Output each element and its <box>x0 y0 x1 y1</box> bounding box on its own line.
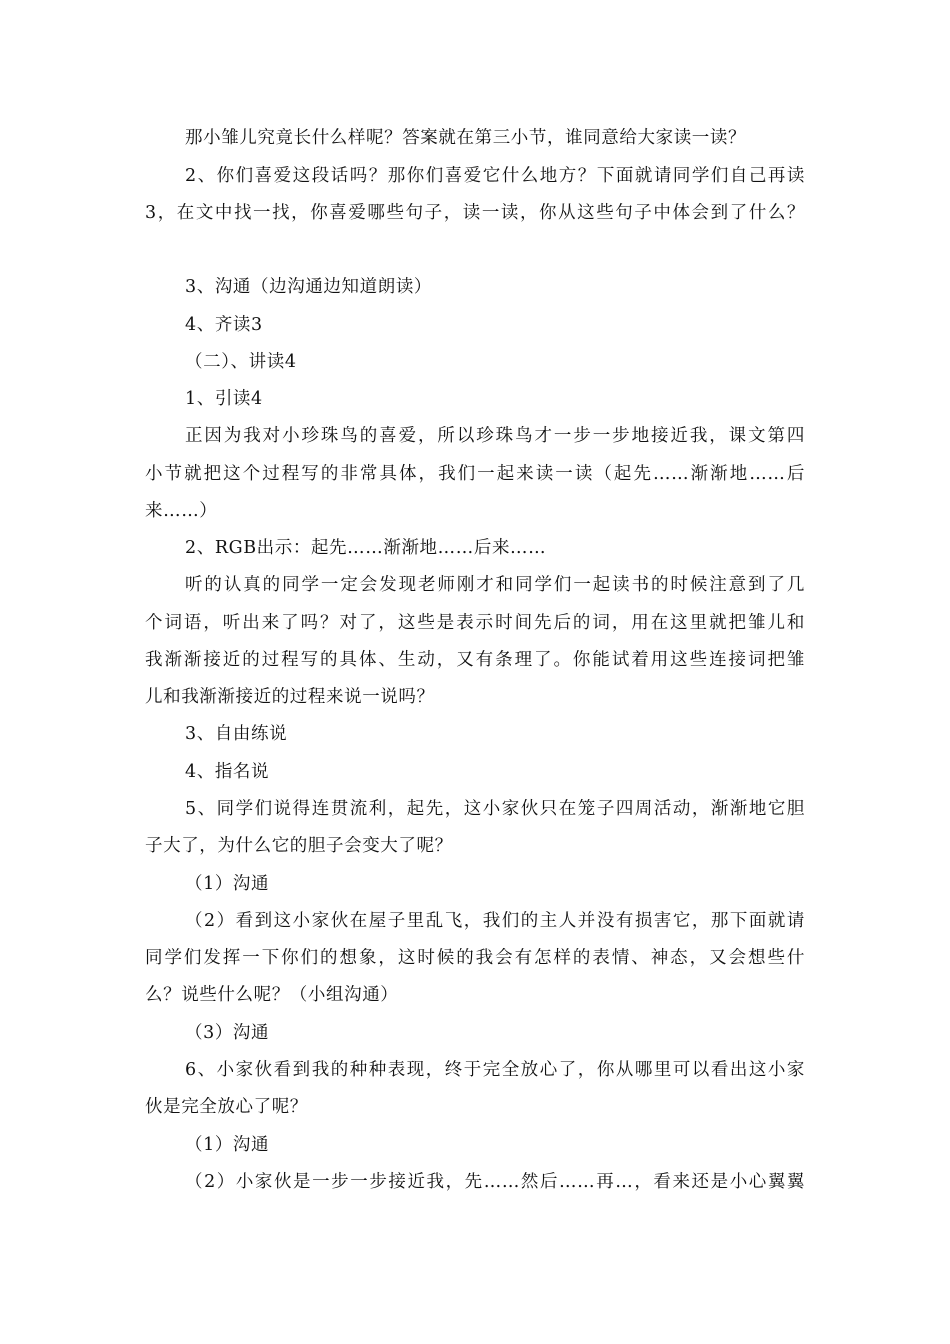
section-heading: （二）、讲读4 <box>185 352 297 372</box>
text-line: 2、RGB出示：起先……渐渐地……后来…… <box>185 538 547 558</box>
text-line: 4、齐读3 <box>185 315 263 335</box>
text-line: 么？说些什么呢？（小组沟通） <box>145 985 399 1005</box>
text-line: 听的认真的同学一定会发现老师刚才和同学们一起读书的时候注意到了几 <box>185 575 805 595</box>
text-line: 正因为我对小珍珠鸟的喜爱，所以珍珠鸟才一步一步地接近我，课文第四 <box>185 426 805 446</box>
text-line: 3、沟通（边沟通边知道朗读） <box>185 277 433 297</box>
text-line: （2）看到这小家伙在屋子里乱飞，我们的主人并没有损害它，那下面就请 <box>185 911 805 931</box>
text-line: （1）沟通 <box>185 874 270 894</box>
text-line: （3）沟通 <box>185 1023 270 1043</box>
text-line: 3、自由练说 <box>185 724 288 744</box>
text-line: 6、小家伙看到我的种种表现，终于完全放心了，你从哪里可以看出这小家 <box>185 1060 805 1080</box>
text-line: （1）沟通 <box>185 1135 270 1155</box>
text-line: 伙是完全放心了呢？ <box>145 1097 308 1117</box>
text-line: 1、引读4 <box>185 389 263 409</box>
text-line: 个词语，听出来了吗？对了，这些是表示时间先后的词，用在这里就把雏儿和 <box>145 613 805 633</box>
text-line: 来……） <box>145 501 218 521</box>
text-line: 小节就把这个过程写的非常具体，我们一起来读一读（起先……渐渐地……后 <box>145 464 805 484</box>
text-line: 儿和我渐渐接近的过程来说一说吗？ <box>145 687 435 707</box>
text-line: （2）小家伙是一步一步接近我，先……然后……再…，看来还是小心翼翼 <box>185 1172 805 1192</box>
text-line: 4、指名说 <box>185 762 270 782</box>
text-line: 我渐渐接近的过程写的具体、生动，又有条理了。你能试着用这些连接词把雏 <box>145 650 805 670</box>
text-line: 子大了，为什么它的胆子会变大了呢？ <box>145 836 453 856</box>
text-line: 5、同学们说得连贯流利，起先，这小家伙只在笼子四周活动，渐渐地它胆 <box>185 799 805 819</box>
text-line: 同学们发挥一下你们的想象，这时候的我会有怎样的表情、神态，又会想些什 <box>145 948 805 968</box>
text-line: 2、你们喜爱这段话吗？那你们喜爱它什么地方？下面就请同学们自己再读 <box>185 166 805 186</box>
text-line: 那小雏儿究竟长什么样呢？答案就在第三小节，谁同意给大家读一读？ <box>185 128 747 148</box>
text-line: 3，在文中找一找，你喜爱哪些句子，读一读，你从这些句子中体会到了什么？ <box>145 203 805 223</box>
